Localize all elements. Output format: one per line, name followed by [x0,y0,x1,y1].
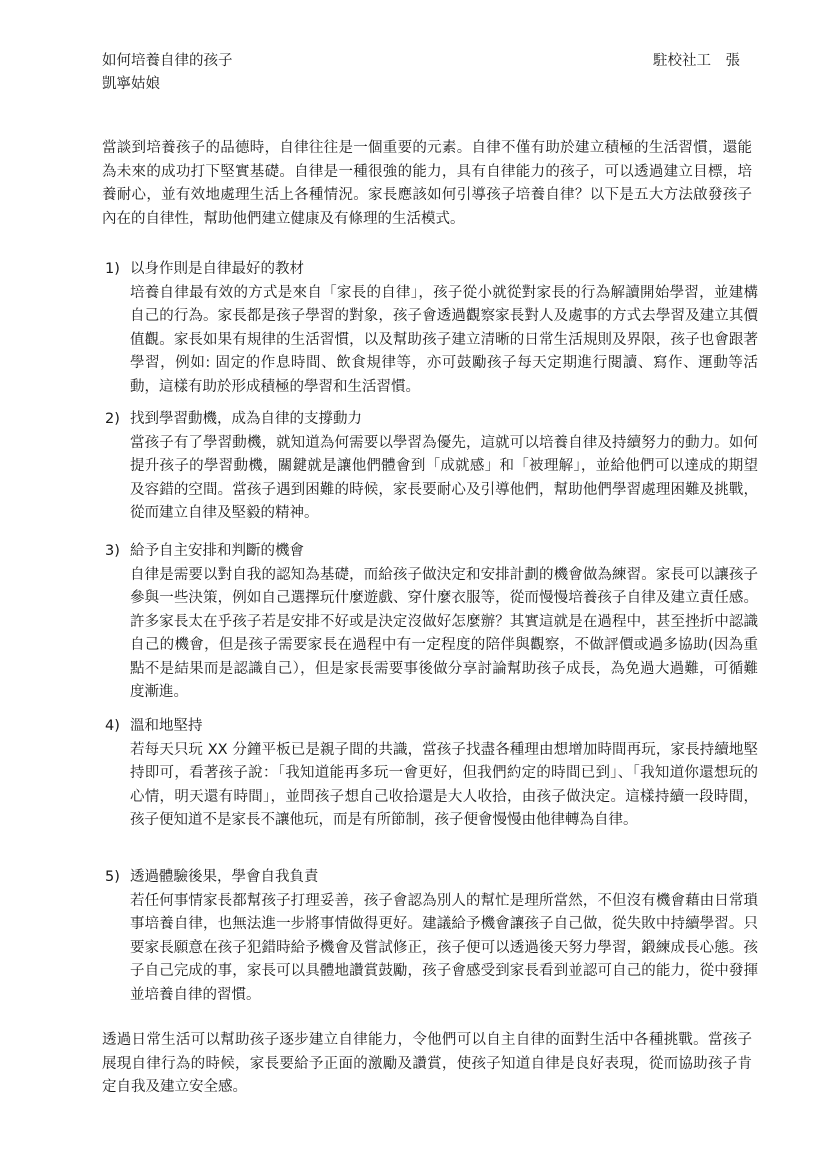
section-3 [102,540,762,705]
conclusion-paragraph: 透過日常生活可以幫助孩子逐步建立自律能力，令他們可以自主自律的面對生活中各種挑戰。當孩子展現自律行為的時候，家長要給予正面的激勵及讚賞，使孩子知道自律是良好表現，從而協助孩子肯定自我及建立安全感。 [102,1032,752,1095]
section-1 [102,258,762,399]
section-heading [102,540,762,564]
header-left [102,50,233,96]
section-body: 若每天只玩 XX 分鐘平板已是親子間的共識，當孩子找盡各種理由想增加時間再玩，家長持續地堅持即可，看著孩子說：「我知道能再多玩一會更好，但我們約定的時間已到」、「我知道你還想玩的心情，明天還有時間」，並問孩子想自己收拾還是大人收拾，由孩子做決定。這樣持續一段時間，孩子便知道不是家長不讓他玩，而是有所節制，孩子便會慢慢由他律轉為自律。 [130,741,758,828]
section-title: 溫和地堅持 [130,718,203,734]
section-number: 5) [105,869,120,885]
section-title: 以身作則是自律最好的教材 [130,261,304,277]
author-name: 凱寧姑娘 [102,76,160,92]
section-body: 培養自律最有效的方式是來自「家長的自律」，孩子從小就從對家長的行為解讀開始學習，並建構自己的行為。家長都是孩子學習的對象，孩子會透過觀察家長對人及處事的方式去學習及建立其價值觀。家長如果有規律的生活習慣，以及幫助孩子建立清晰的日常生活規則及界限，孩子也會跟著學習，例如: 固定的作息時間、飲食規律等，亦可鼓勵孩子每天定期進行閱讀、寫作、運動等活動，這樣有助於形成積極的學習和生活習慣。 [130,284,758,395]
intro-paragraph: 當談到培養孩子的品德時，自律往往是一個重要的元素。自律不僅有助於建立積極的生活習慣，還能為未來的成功打下堅實基礎。自律是一種很強的能力，具有自律能力的孩子，可以透過建立目標，培養耐心，並有效地處理生活上各種情況。家長應該如何引導孩子培養自律？以下是五大方法啟發孩子內在的自律性，幫助他們建立健康及有條理的生活模式。 [102,140,752,227]
section-title: 給予自主安排和判斷的機會 [130,543,304,559]
section-5 [102,866,762,1007]
section-number: 3) [105,543,120,559]
section-heading [102,258,762,282]
section-body: 若任何事情家長都幫孩子打理妥善，孩子會認為別人的幫忙是理所當然，不但沒有機會藉由日常瑣事培養自律，也無法進一步將事情做得更好。建議給予機會讓孩子自己做，從失敗中持續學習。只要家長願意在孩子犯錯時給予機會及嘗試修正，孩子便可以透過後天努力學習，鍛練成長心態。孩子自己完成的事，家長可以具體地讚賞鼓勵，孩子會感受到家長看到並認可自己的能力，從中發揮並培養自律的習慣。 [130,892,758,1003]
document-title: 如何培養自律的孩子 [102,53,233,69]
section-2 [102,408,762,526]
section-title: 找到學習動機，成為自律的支撐動力 [130,411,362,427]
author-role: 駐校社工 張 [653,53,740,69]
section-title: 透過體驗後果，學會自我負責 [130,869,319,885]
section-heading [102,715,762,739]
section-body: 自律是需要以對自我的認知為基礎，而給孩子做決定和安排計劃的機會做為練習。家長可以讓孩子參與一些決策，例如自己選擇玩什麼遊戲、穿什麼衣服等，從而慢慢培養孩子自律及建立責任感。許多家長太在乎孩子若是安排不好或是決定沒做好怎麼辦？其實這就是在過程中，甚至挫折中認識自己的機會，但是孩子需要家長在過程中有一定程度的陪伴與觀察，不做評價或過多協助(因為重點不是結果而是認識自己），但是家長需要事後做分享討論幫助孩子成長，為免過大過難，可循難度漸進。 [130,566,758,700]
section-heading [102,408,762,432]
section-body: 當孩子有了學習動機，就知道為何需要以學習為優先，這就可以培養自律及持續努力的動力。如何提升孩子的學習動機，關鍵就是讓他們體會到「成就感」和「被理解」，並給他們可以達成的期望及容錯的空間。當孩子遇到困難的時候，家長要耐心及引導他們，幫助他們學習處理困難及挑戰，從而建立自律及堅毅的精神。 [130,434,758,521]
section-heading [102,866,762,890]
section-number: 1) [105,261,120,277]
section-4 [102,715,762,833]
section-number: 4) [105,718,120,734]
section-number: 2) [105,411,120,427]
